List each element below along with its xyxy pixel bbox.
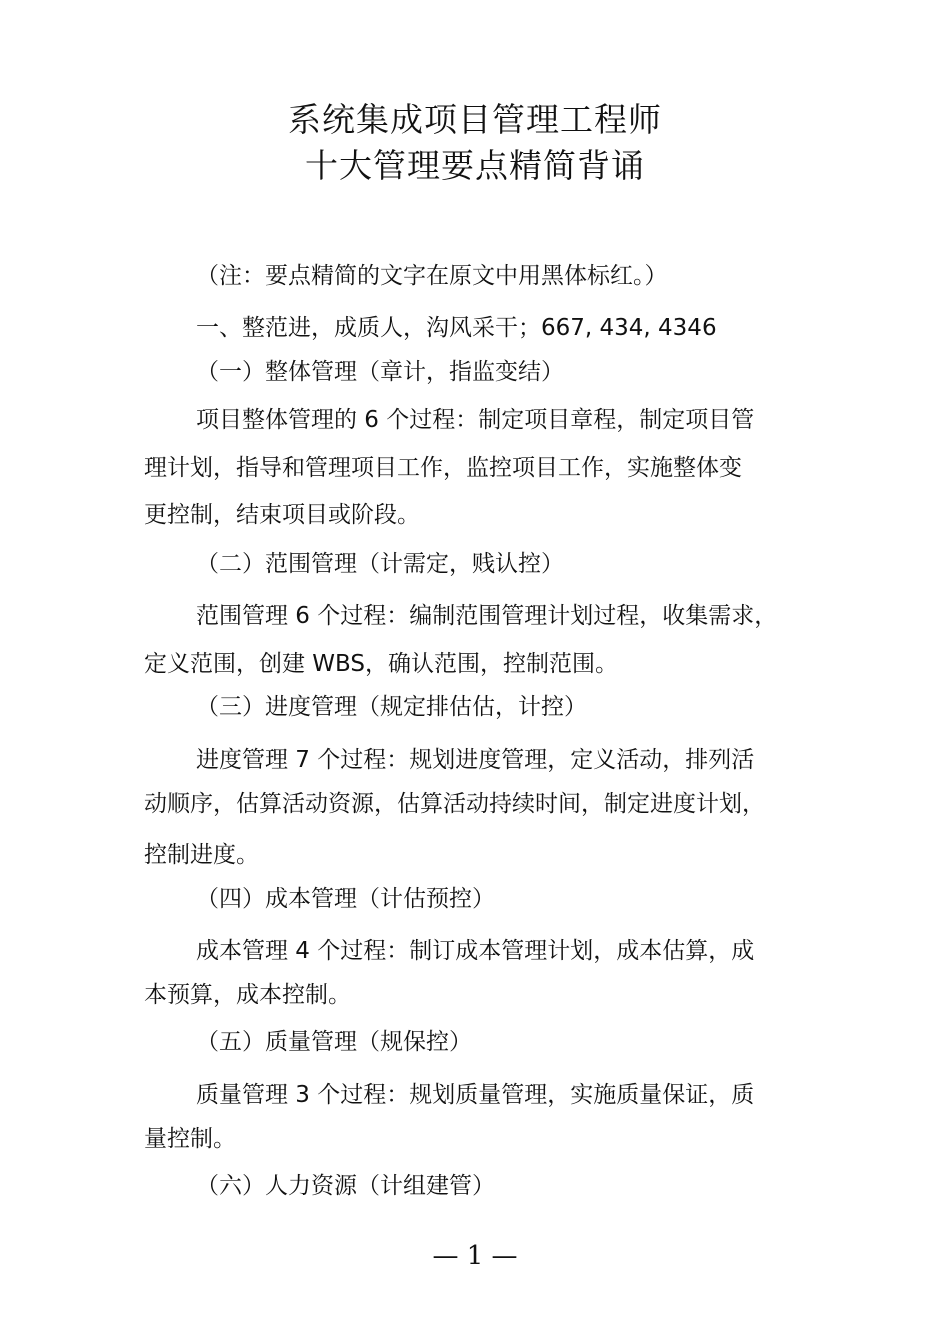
note-paragraph: （注：要点精简的文字在原文中用黑体标红。） bbox=[196, 263, 668, 289]
document-title-line-1: 系统集成项目管理工程师 bbox=[288, 100, 662, 139]
section-one-heading: 一、整范进，成质人，沟风采干；667, 434, 4346 bbox=[196, 315, 717, 341]
schedule-paragraph-line-3: 控制进度。 bbox=[144, 842, 259, 868]
integration-management-heading: （一）整体管理（章计，指监变结） bbox=[196, 359, 564, 385]
cost-paragraph-line-1: 成本管理 4 个过程：制订成本管理计划，成本估算，成 bbox=[196, 938, 755, 964]
human-resource-heading: （六）人力资源（计组建管） bbox=[196, 1173, 495, 1199]
quality-paragraph-line-1: 质量管理 3 个过程：规划质量管理，实施质量保证，质 bbox=[196, 1082, 755, 1108]
schedule-paragraph-line-1: 进度管理 7 个过程：规划进度管理，定义活动，排列活 bbox=[196, 747, 755, 773]
document-title-line-2: 十大管理要点精简背诵 bbox=[305, 146, 645, 185]
schedule-management-heading: （三）进度管理（规定排估估，计控） bbox=[196, 694, 587, 720]
cost-paragraph-line-2: 本预算，成本控制。 bbox=[144, 982, 351, 1008]
integration-paragraph-line-3: 更控制，结束项目或阶段。 bbox=[144, 502, 420, 528]
scope-paragraph-line-1: 范围管理 6 个过程：编制范围管理计划过程，收集需求， bbox=[196, 603, 778, 629]
quality-paragraph-line-2: 量控制。 bbox=[144, 1126, 236, 1152]
integration-paragraph-line-1: 项目整体管理的 6 个过程：制定项目章程，制定项目管 bbox=[196, 407, 755, 433]
schedule-paragraph-line-2: 动顺序，估算活动资源，估算活动持续时间，制定进度计划， bbox=[144, 791, 765, 817]
scope-paragraph-line-2: 定义范围，创建 WBS，确认范围，控制范围。 bbox=[144, 651, 619, 677]
quality-management-heading: （五）质量管理（规保控） bbox=[196, 1029, 472, 1055]
page-number-footer: — 1 — bbox=[432, 1241, 518, 1271]
integration-paragraph-line-2: 理计划，指导和管理项目工作，监控项目工作，实施整体变 bbox=[144, 455, 742, 481]
cost-management-heading: （四）成本管理（计估预控） bbox=[196, 886, 495, 912]
scope-management-heading: （二）范围管理（计需定，贱认控） bbox=[196, 551, 564, 577]
